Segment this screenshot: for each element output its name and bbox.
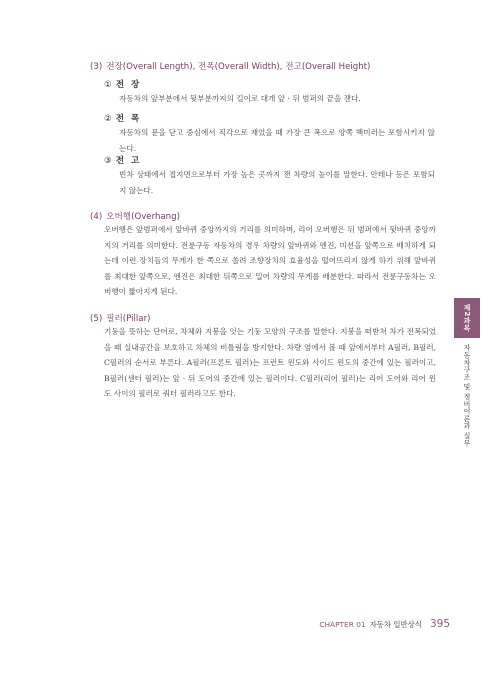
section-heading-overall-dimensions (90, 60, 370, 72)
page-footer (319, 612, 450, 631)
subheading-overall-length (104, 78, 141, 90)
footer-chapter-title: 자동차 일반상식 (369, 620, 422, 629)
overall-width-text: 자동차의 문을 닫고 중심에서 직각으로 재었을 때 가장 큰 폭으로 양쪽 백미러는 포함시키지 않는다. (119, 128, 435, 153)
subheading-overall-height (104, 154, 141, 166)
footer-chapter: CHAPTER 01 (319, 620, 366, 629)
subheading-overall-width (104, 112, 141, 124)
section-number: (5) (90, 314, 103, 324)
item-marker: ① (104, 80, 112, 90)
page-number: 395 (429, 618, 450, 630)
overhang-text: 오버행은 앞범퍼에서 앞바퀴 중앙까지의 거리를 의미하며, 리어 오버행은 뒤 범퍼에서 뒷바퀴 중앙까지의 거리를 의미한다. 전륜구동 자동차의 경우 차량의 앞바퀴와 엔진, 미션을 앞쪽으로 배치하게 되는데 이런 장치들의 무게가 한 쪽으로 쏠려 조향장치의 효율성을 떨어뜨리지 않게 하기 위해 앞바퀴를 최대한 앞쪽으로, 엔진은 최대한 뒤쪽으로 밀어 차량의 무게를 배분한다. 따라서 전륜구동차는 오버행이 짧아지게 된다. (104, 225, 436, 297)
chapter-side-tab (454, 298, 480, 338)
item-marker: ② (104, 114, 112, 124)
overall-height-text: 빈차 상태에서 접지면으로부터 가장 높은 곳까지 잰 차량의 높이를 말한다. 안테나 등은 포함되지 않는다. (119, 170, 435, 195)
section-heading-pillar (90, 312, 150, 324)
side-tab-label: 제2과목 (463, 304, 471, 332)
section-heading-overhang (90, 210, 180, 222)
section-title: 오버행(Overhang) (106, 212, 180, 222)
overall-length-text: 자동차의 앞부분에서 뒷부분까지의 길이로 대개 앞 · 뒤 범퍼의 끝을 잰다. (119, 94, 361, 103)
section-number: (4) (90, 212, 103, 222)
item-title: 전 고 (115, 156, 142, 166)
section-title: 전장(Overall Length), 전폭(Overall Width), 전고(Overall Height) (106, 62, 371, 72)
item-title: 전 장 (115, 80, 142, 90)
section-title: 필러(Pillar) (106, 314, 151, 324)
item-title: 전 폭 (115, 114, 142, 124)
item-marker: ③ (104, 156, 112, 166)
pillar-text: 기둥을 뜻하는 단어로, 차체와 지붕을 잇는 기둥 모양의 구조를 말한다. 지붕을 떠받쳐 차가 전복되었을 때 실내공간을 보호하고 차체의 비틀림을 방지한다. 차량 옆에서 볼 때 앞에서부터 A필러, B필러, C필러의 순서로 부른다. A필러(프론트 필러)는 프런트 윈도와 사이드 윈도의 중간에 있는 필러이고, B필러(센터 필러)는 앞 · 뒤 도어의 중간에 있는 필러이다. C필러(리어 필러)는 리어 도어와 리어 윈도 사이의 필러로 쿼터 필러라고도 한다. (104, 327, 436, 399)
section-number: (3) (90, 62, 103, 72)
side-running-title: 자동차구조 및 정비이론과 실무 (463, 344, 471, 447)
